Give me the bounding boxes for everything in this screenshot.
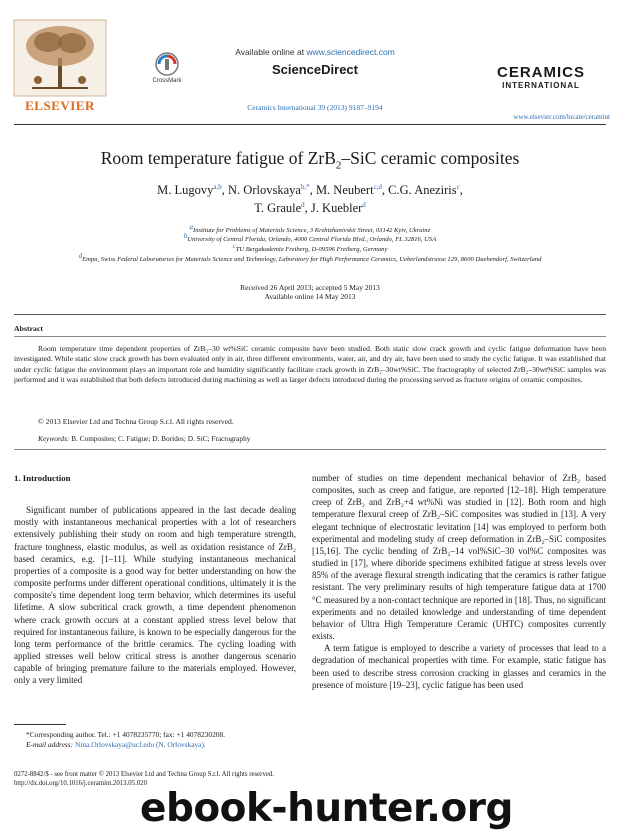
journal-logo <box>478 64 604 90</box>
watermark-text: ebook-hunter.org <box>140 786 513 831</box>
author-name: N. Orlovskaya <box>228 183 301 198</box>
body-right-column <box>312 472 606 691</box>
keywords-divider <box>14 449 606 450</box>
author-affiliation-mark[interactable]: d <box>301 201 305 209</box>
journal-logo-line2: INTERNATIONAL <box>502 81 580 90</box>
abstract-divider <box>14 336 606 337</box>
author-separator: , <box>309 183 316 198</box>
author-separator: , <box>381 183 389 198</box>
affiliation-mark: a <box>189 223 194 231</box>
authors-line-1 <box>20 183 600 198</box>
section-heading-introduction: 1. Introduction <box>14 473 71 483</box>
keywords <box>14 434 620 443</box>
body-paragraph: number of studies on time dependent mechanical behavior of ZrB₂ based composites, such as creep and fatigue, are reported [12–18]. High temperature creep of ZrB₂ and ZrB₂+4 wt%Ni was studied in [12]. Both room and high temperature flexural creep of ZrB₂–SiC composites was studied in [13]. A very elegant technique of electrostatic levitation [14] was employed to perform both experimental and modeling study of creep deformation in ZrB₂–SiC composites [15,16]. The cyclic bending of ZrB₂–14 vol%SiC–30 vol%C composites was studied in [17], where diboride specimens exhibited fatigue at stress levels over 85% of the average flexural strength indicating that the ceramics is rather fatigue resistant. The very preliminary results of high temperature fatigue data at 1700 °C measured by a non-contact technique are reported in [18]. Thus, no significant experiments and no detailed knowledge and understanding of time dependent behavior of Ultra High Temperature Ceramic (UHTC) composites currently exists. <box>312 473 606 642</box>
author-separator: , <box>459 183 463 198</box>
affiliation-text: Institute for Problems of Materials Science, 3 Krzhizhanivskii Street, 03142 Kyiv, Ukraine <box>193 227 431 235</box>
author-separator: , <box>221 183 229 198</box>
title-part1: Room temperature fatigue of ZrB <box>100 148 336 168</box>
journal-url-link[interactable]: www.elsevier.com/locate/ceramint <box>513 113 610 121</box>
affiliation-mark: d <box>78 252 83 260</box>
affiliation-text: Empa, Swiss Federal Laboratories for Materials Science and Technology, Laboratory for High Performance Ceramics, Ueberlandstrasse 129, 8600 Duebendorf, Switzerland <box>82 256 542 264</box>
journal-reference[interactable]: Ceramics International 39 (2013) 9187–9194 <box>247 103 383 112</box>
keywords-list: B. Composites; C. Fatigue; D. Borides; D. SiC; Fractography <box>71 434 251 443</box>
footnote-rule <box>14 724 66 725</box>
body-paragraph: Significant number of publications appeared in the last decade dealing mostly with instantaneous mechanical properties with a lot of researchers extensively publishing their study on room and high temperature strength, fracture toughness, elastic modulus, as well as oxidation resistance of ZrB₂ based ceramics, e.g. [1–11]. While studying instantaneous mechanical properties of a composite is a good way for better understanding on how the composite performs under different operational conditions, ultimately it is the composite's time dependent long term behavior, which determines its useful lifetime. A slow subcritical crack growth, a time dependent phenomenon where crack growth occurs at a constant applied stress level below that required for instantaneous failure, is known to be especially dangerous for the long term performance of the brittle ceramics. The cycling loading with applied stresses well below critical stress is another dangerous scenario capable of bringing premature failure to the materials employed. However, only a very limited <box>14 505 296 686</box>
article-title <box>20 148 600 172</box>
crossmark-label: CrossMark <box>152 78 182 84</box>
doi-link[interactable]: http://dx.doi.org/10.1016/j.ceramint.2013.05.020 <box>14 780 147 787</box>
author-affiliation-mark[interactable]: c,d <box>373 183 382 191</box>
front-matter-notice: 0272-8842/$ - see front matter © 2013 Elsevier Ltd and Techna Group S.r.l. All rights reserved. <box>14 771 274 778</box>
author-affiliation-mark[interactable]: a,b <box>213 183 222 191</box>
received-accepted-dates: Received 26 April 2013; accepted 5 May 2013 <box>240 283 380 292</box>
author-name: T. Graule <box>254 201 302 216</box>
authors-line-2 <box>20 201 600 216</box>
corresponding-author-note: *Corresponding author. Tel.: +1 4078235770; fax: +1 4078230208. <box>26 730 226 739</box>
available-online <box>200 47 430 57</box>
author-separator: , <box>304 201 311 216</box>
email-link[interactable]: Nina.Orlovskaya@ucf.edu (N. Orlovskaya). <box>75 740 206 749</box>
journal-logo-line1: CERAMICS <box>496 64 585 81</box>
title-part2: –SiC ceramic composites <box>341 148 520 168</box>
affiliation-d <box>14 252 606 264</box>
title-subscript: 2 <box>335 159 342 172</box>
body-left-column <box>14 472 296 687</box>
available-online-date: Available online 14 May 2013 <box>264 292 356 301</box>
author-name: C.G. Aneziris <box>388 183 457 198</box>
platform-name: ScienceDirect <box>272 62 358 77</box>
author-affiliation-mark[interactable]: d <box>362 201 366 209</box>
available-prefix: Available online at <box>235 47 307 57</box>
author-affiliation-mark[interactable]: b,* <box>300 183 310 191</box>
affiliation-mark: b <box>183 232 188 240</box>
affiliation-text: TU Bergakademie Freiberg, D-09596 Freiberg, Germany <box>235 246 388 254</box>
crossmark-badge[interactable] <box>142 52 192 84</box>
abstract-copyright: © 2013 Elsevier Ltd and Techna Group S.r.l. All rights reserved. <box>38 417 234 426</box>
sciencedirect-link[interactable]: www.sciencedirect.com <box>306 47 395 57</box>
publisher-name: ELSEVIER <box>25 98 95 113</box>
section-divider <box>14 314 606 315</box>
author-name: J. Kuebler <box>310 201 363 216</box>
keywords-label: Keywords: <box>38 434 70 443</box>
abstract-text: Room temperature time dependent properties of ZrB₂–30 wt%SiC ceramic composite have been studied. Both static slow crack growth and cyclic fatigue deformation have been investigated. While static slow crack growth has been evaluated only in air, three different environments, water, air, and dry air, have been used to study the cyclic fatigue. It was established that under cyclic fatigue the environment plays an important role and humidity significantly facilitate crack growth in ZrB₂–30wt%SiC. The fractography of selected ZrB₂–30wt%SiC samples was performed and it was established that both defects introduced during machining as well as larger defects introduced during the processing served as fracture origins of ceramic composites. <box>14 344 606 385</box>
affiliation-mark: c <box>232 242 236 250</box>
body-paragraph: A term fatigue is employed to describe a variety of processes that lead to a degradation of mechanical properties with time. For example, static fatigue has been used to describe stress corrosion cracking in glasses and ceramics in the presence of moisture [19–23], cyclic fatigue has been used <box>312 643 606 690</box>
crossmark-icon <box>155 52 179 76</box>
author-affiliation-mark[interactable]: c <box>456 183 460 191</box>
email-note <box>14 740 326 750</box>
author-name: M. Neubert <box>315 183 374 198</box>
email-label: E-mail address: <box>26 740 75 749</box>
header-divider <box>14 124 606 125</box>
abstract-heading: Abstract <box>14 324 44 333</box>
affiliation-text: University of Central Florida, Orlando, 4000 Central Florida Blvd., Orlando, FL 32816, USA <box>187 236 437 244</box>
author-name: M. Lugovy <box>157 183 214 198</box>
